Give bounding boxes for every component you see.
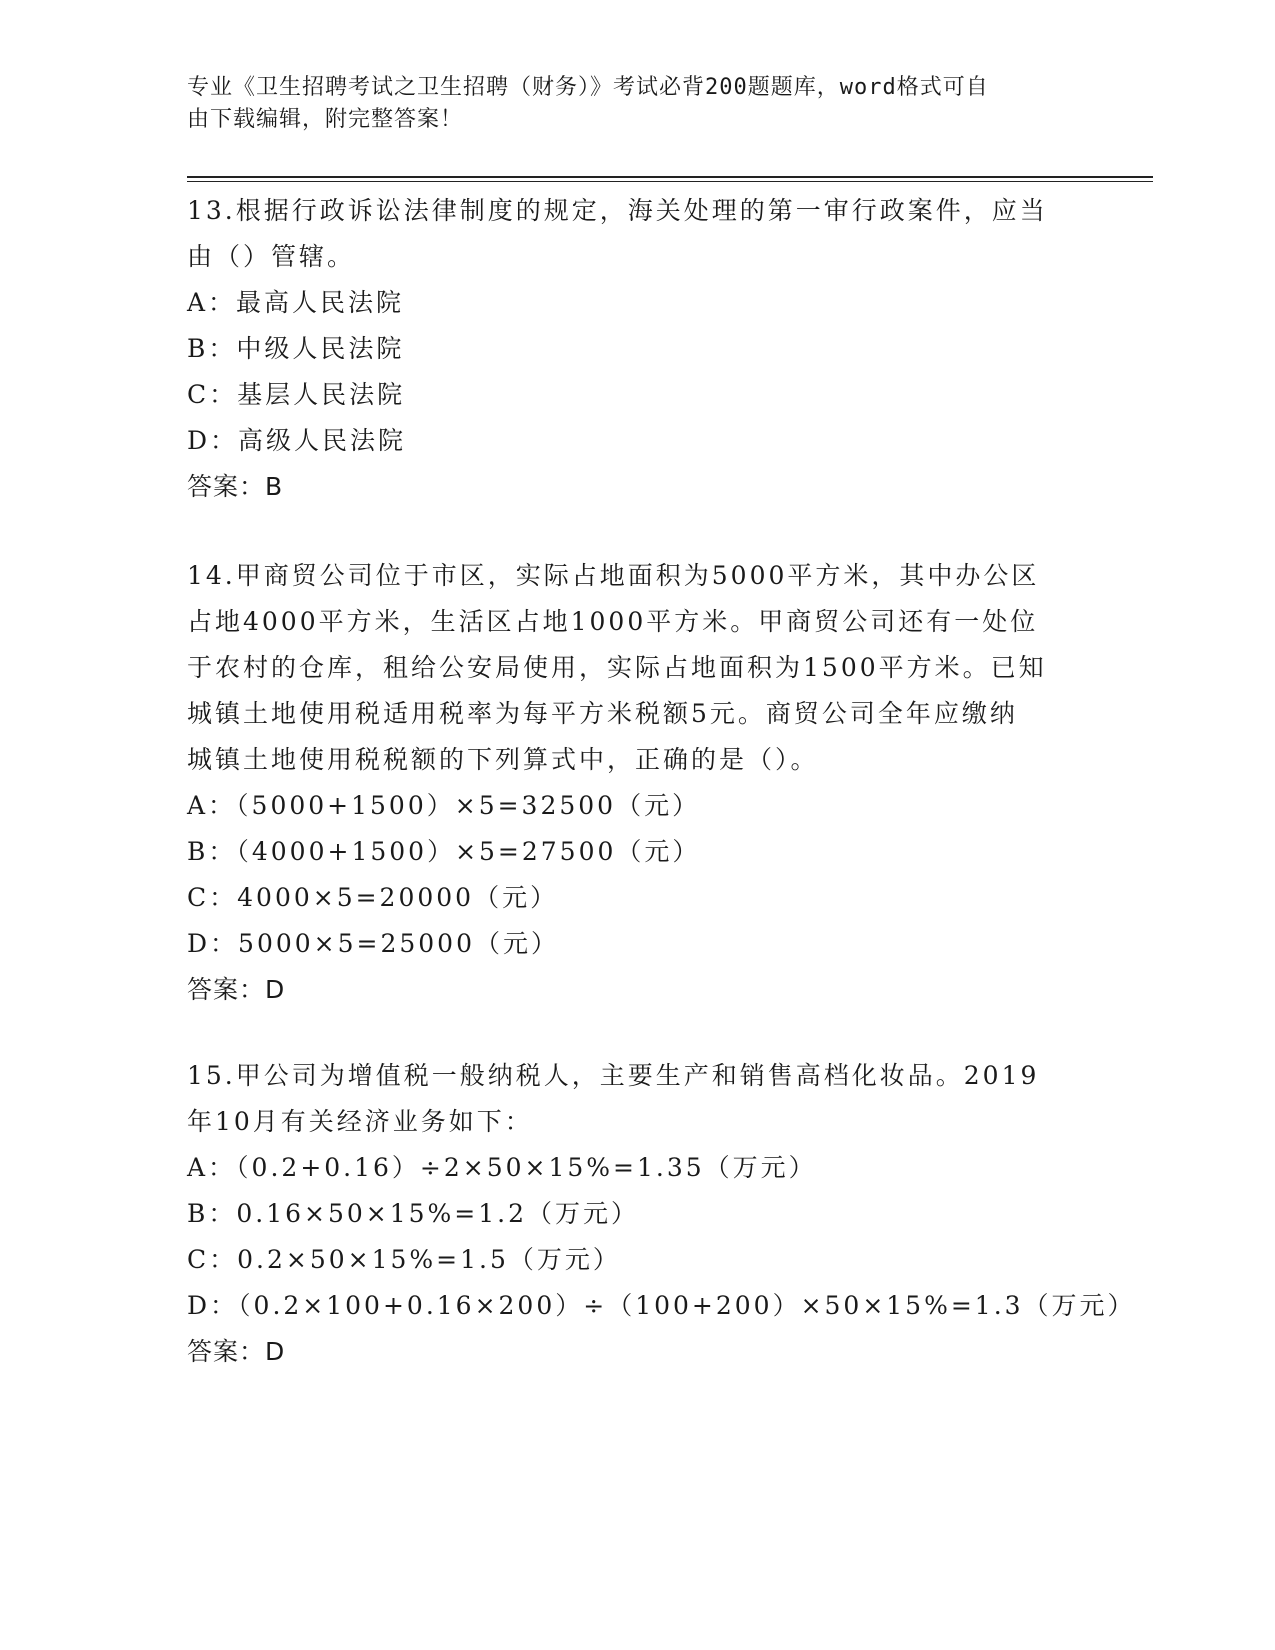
question-stem-line: 城镇土地使用税税额的下列算式中，正确的是（）。 [187,745,819,774]
answer-line: 答案：D [187,975,286,1004]
question-stem-line: 城镇土地使用税适用税率为每平方米税额5元。商贸公司全年应缴纳 [187,699,1018,728]
question-stem-line: 13.根据行政诉讼法律制度的规定，海关处理的第一审行政案件，应当 [187,196,1048,225]
question-stem-line: 15.甲公司为增值税一般纳税人，主要生产和销售高档化妆品。2019 [187,1061,1040,1090]
header-line: 专业《卫生招聘考试之卫生招聘（财务）》考试必背200题题库，word格式可自 [187,75,989,100]
header-line: 由下载编辑，附完整答案！ [187,107,464,132]
header-divider [187,176,1153,178]
option-b: B：中级人民法院 [187,334,405,363]
question-stem-line: 14.甲商贸公司位于市区，实际占地面积为5000平方米，其中办公区 [187,561,1040,590]
document-header [187,72,1067,136]
question-stem-line: 由（）管辖。 [187,242,356,271]
option-c: C：4000×5=20000（元） [187,883,559,912]
option-b: B：0.16×50×15%=1.2（万元） [187,1199,640,1228]
option-d: D：（0.2×100+0.16×200）÷（100+200）×50×15%=1.3（万元） [187,1291,1136,1320]
question-13 [187,188,1067,510]
question-stem-line: 占地4000平方米，生活区占地1000平方米。甲商贸公司还有一处位 [187,607,1039,636]
option-a: A：（0.2+0.16）÷2×50×15%=1.35（万元） [187,1153,817,1182]
option-b: B：（4000+1500）×5=27500（元） [187,837,701,866]
option-c: C：基层人民法院 [187,380,406,409]
option-a: A：最高人民法院 [187,288,405,317]
option-a: A：（5000+1500）×5=32500（元） [187,791,701,820]
option-c: C：0.2×50×15%=1.5（万元） [187,1245,621,1274]
option-d: D：高级人民法院 [187,426,407,455]
question-14 [187,553,1067,1013]
option-d: D：5000×5=25000（元） [187,929,559,958]
answer-line: 答案：B [187,472,284,501]
header-divider [187,181,1153,182]
question-15 [187,1053,1136,1375]
question-stem-line: 于农村的仓库，租给公安局使用，实际占地面积为1500平方米。已知 [187,653,1047,682]
answer-line: 答案：D [187,1337,286,1366]
question-stem-line: 年10月有关经济业务如下： [187,1107,533,1136]
